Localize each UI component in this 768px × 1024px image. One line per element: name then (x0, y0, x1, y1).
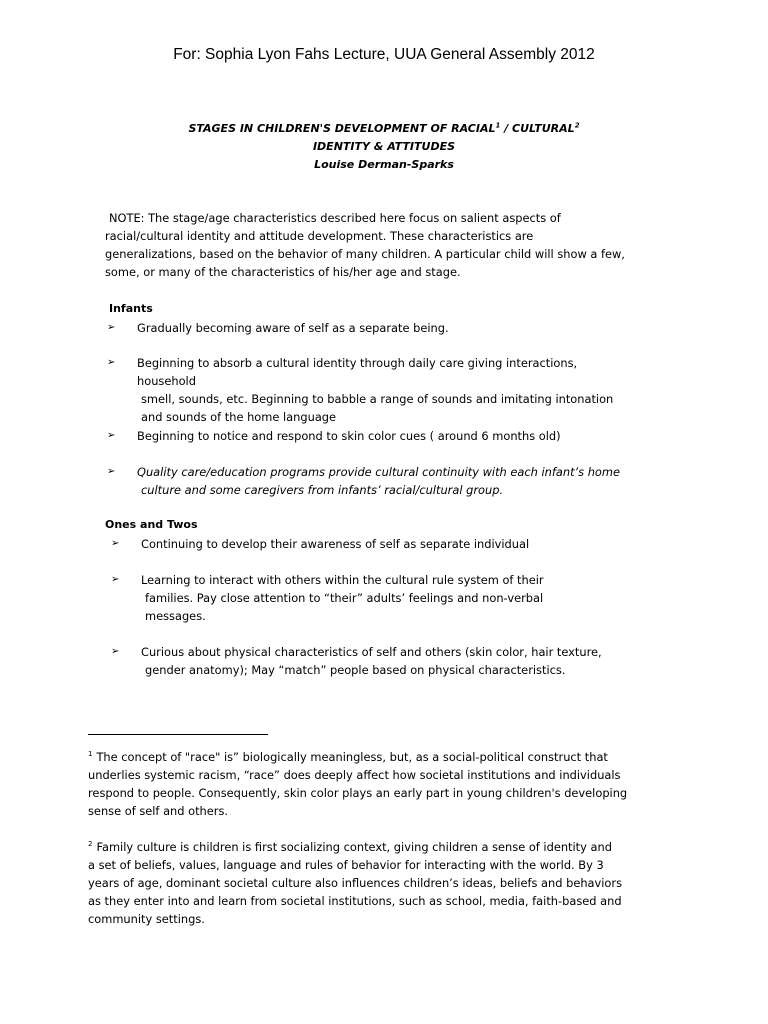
section-heading-ones-and-twos: Ones and Twos (105, 518, 198, 531)
footnote-1: $^1$ The concept of "race" is” biologically meaningless, but, as a social-political construct that underlies systemic racism, “race” does deeply affect how societal institutions and individuals respond to people. Consequently, skin color plays an early part in young children's developing sense of self and others. (88, 750, 628, 818)
list-item: Learning to interact with others within the cultural rule system of their families. Pay close attention to “their” adults’ feelings and non-verbal messages. (141, 573, 544, 623)
note-paragraph: NOTE: The stage/age characteristics described here focus on salient aspects of racial/cultural identity and attitude development. These characteristics are generalizations, based on the behavior of many children. A particular child will show a few, some, or many of the characteristics of his/her age and stage. (105, 211, 625, 279)
page-header: For: Sophia Lyon Fahs Lecture, UUA General Assembly 2012 (173, 46, 595, 63)
bullet-icon: ➢ (111, 646, 120, 657)
footnote-ref-2: 2 (574, 121, 580, 130)
list-item: Continuing to develop their awareness of self as separate individual (141, 537, 530, 551)
title-line-1: STAGES IN CHILDREN'S DEVELOPMENT OF RACIAL$^1$ / CULTURAL$^2$ (188, 121, 580, 135)
list-item: Gradually becoming aware of self as a separate being. (137, 321, 449, 335)
list-item: Beginning to absorb a cultural identity through daily care giving interactions, household smell, sounds, etc. Beginning to babble a range of sounds and imitating intonation and sounds of the home language (137, 356, 614, 424)
list-item: Beginning to notice and respond to skin color cues ( around 6 months old) (137, 429, 561, 443)
bullet-icon: ➢ (111, 538, 120, 549)
title-line-2: IDENTITY & ATTITUDES (312, 140, 456, 153)
footnote-mark-2: 2 (88, 840, 93, 848)
section-heading-infants: Infants (109, 302, 153, 315)
bullet-icon: ➢ (107, 322, 116, 333)
footnote-2: $^2$ Family culture is children is first socializing context, giving children a sense of identity and a set of beliefs, values, language and rules of behavior for interacting with the world. By 3 years of age, dominant societal culture also influences children’s ideas, beliefs and behaviors as they enter into and learn from societal institutions, such as school, media, faith-based and community settings. (88, 840, 623, 926)
bullet-icon: ➢ (111, 574, 120, 585)
document-title (100, 120, 668, 174)
bullet-icon: ➢ (107, 466, 116, 477)
footnote-ref-1: 1 (495, 121, 501, 130)
footnote-mark-1: 1 (88, 750, 93, 758)
bullet-icon: ➢ (107, 357, 116, 368)
list-item: Curious about physical characteristics of self and others (skin color, hair texture, gender anatomy); May “match” people based on physical characteristics. (141, 645, 602, 677)
footnote-divider (88, 734, 268, 735)
bullet-icon: ➢ (107, 430, 116, 441)
author-name: Louise Derman-Sparks (314, 158, 454, 171)
list-item: Quality care/education programs provide cultural continuity with each infant’s home culture and some caregivers from infants’ racial/cultural group. (137, 465, 621, 497)
